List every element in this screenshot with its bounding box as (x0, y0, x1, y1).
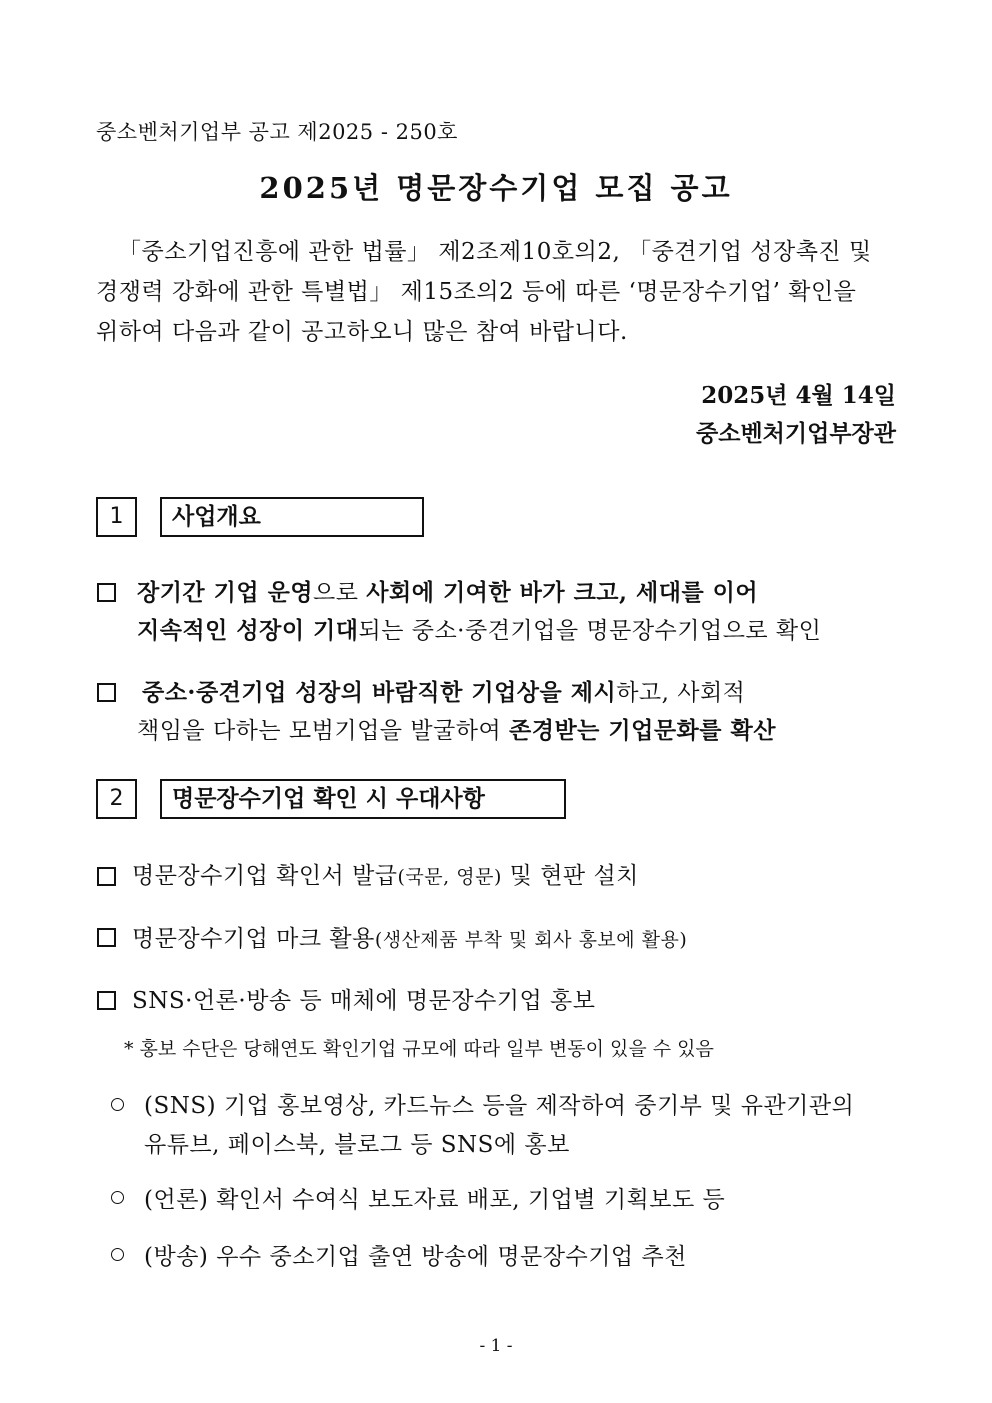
plain-text: 하고, 사회적 (616, 680, 746, 706)
sub-item-sns-line-1: (SNS) 기업 홍보영상, 카드뉴스 등을 제작하여 중기부 및 유관기관의 (144, 1093, 855, 1119)
intro-line-1: 「중소기업진흥에 관한 법률」 제2조제10호의2, 「중견기업 성장촉진 및 (118, 239, 872, 265)
section-1-number: 1 (96, 497, 137, 537)
checkbox-bullet (97, 991, 116, 1010)
intro-line-2: 경쟁력 강화에 관한 특별법」 제15조의2 등에 따른 ‘명문장수기업’ 확인을 (96, 279, 857, 305)
page-title: 2025년 명문장수기업 모집 공고 (259, 171, 733, 205)
plain-text: 책임을 다하는 모범기업을 발굴하여 (137, 718, 510, 744)
plain-text: 명문장수기업 확인서 발급 (132, 863, 398, 889)
intro-line-3: 위하여 다음과 같이 공고하오니 많은 참여 바랍니다. (96, 319, 628, 345)
checkbox-bullet (97, 867, 116, 886)
section-1-item-1-line-2 (137, 612, 821, 645)
footnote: * 홍보 수단은 당해연도 확인기업 규모에 따라 일부 변동이 있을 수 있음 (124, 1038, 714, 1060)
section-1-item-2-line-1 (142, 674, 745, 707)
emphasis-text: 장기간 기업 운영 (137, 579, 314, 606)
section-2-item-1 (132, 857, 639, 890)
emphasis-text: 지속적인 성장이 기대 (137, 617, 359, 644)
sub-item-broadcast: (방송) 우수 중소기업 출연 방송에 명문장수기업 추천 (144, 1244, 687, 1270)
signer: 중소벤처기업부장관 (696, 420, 896, 447)
sub-text: (생산제품 부착 및 회사 홍보에 활용) (374, 929, 688, 951)
emphasis-text: 중소·중견기업 성장의 바람직한 기업상을 제시 (142, 679, 617, 706)
checkbox-bullet (97, 928, 116, 947)
plain-text: 명문장수기업 마크 활용 (132, 926, 375, 952)
notice-number: 중소벤처기업부 공고 제2025 - 250호 (96, 120, 458, 144)
plain-text: 으로 (313, 580, 367, 606)
section-1-item-2-line-2 (137, 712, 776, 745)
plain-text: 되는 중소·중견기업을 명문장수기업으로 확인 (358, 618, 822, 644)
section-2-number: 2 (96, 779, 137, 819)
circle-bullet (111, 1248, 124, 1261)
sub-item-sns-line-2: 유튜브, 페이스북, 블로그 등 SNS에 홍보 (144, 1132, 570, 1158)
section-1-title: 사업개요 (160, 497, 424, 537)
circle-bullet (111, 1098, 124, 1111)
section-2-item-2 (132, 920, 687, 953)
checkbox-bullet (97, 583, 116, 602)
plain-text: 및 현판 설치 (501, 863, 639, 889)
circle-bullet (111, 1191, 124, 1204)
sub-item-press: (언론) 확인서 수여식 보도자료 배포, 기업별 기획보도 등 (144, 1187, 726, 1213)
checkbox-bullet (97, 683, 116, 702)
section-2-item-3: SNS·언론·방송 등 매체에 명문장수기업 홍보 (132, 988, 596, 1014)
emphasis-text: 사회에 기여한 바가 크고, 세대를 이어 (366, 579, 759, 606)
section-1-item-1-line-1 (137, 574, 758, 607)
page-number: - 1 - (479, 1336, 513, 1356)
section-2-title: 명문장수기업 확인 시 우대사항 (160, 779, 566, 819)
notice-date: 2025년 4월 14일 (701, 382, 896, 409)
emphasis-text: 존경받는 기업문화를 확산 (509, 717, 776, 744)
sub-text: (국문, 영문) (397, 866, 502, 888)
